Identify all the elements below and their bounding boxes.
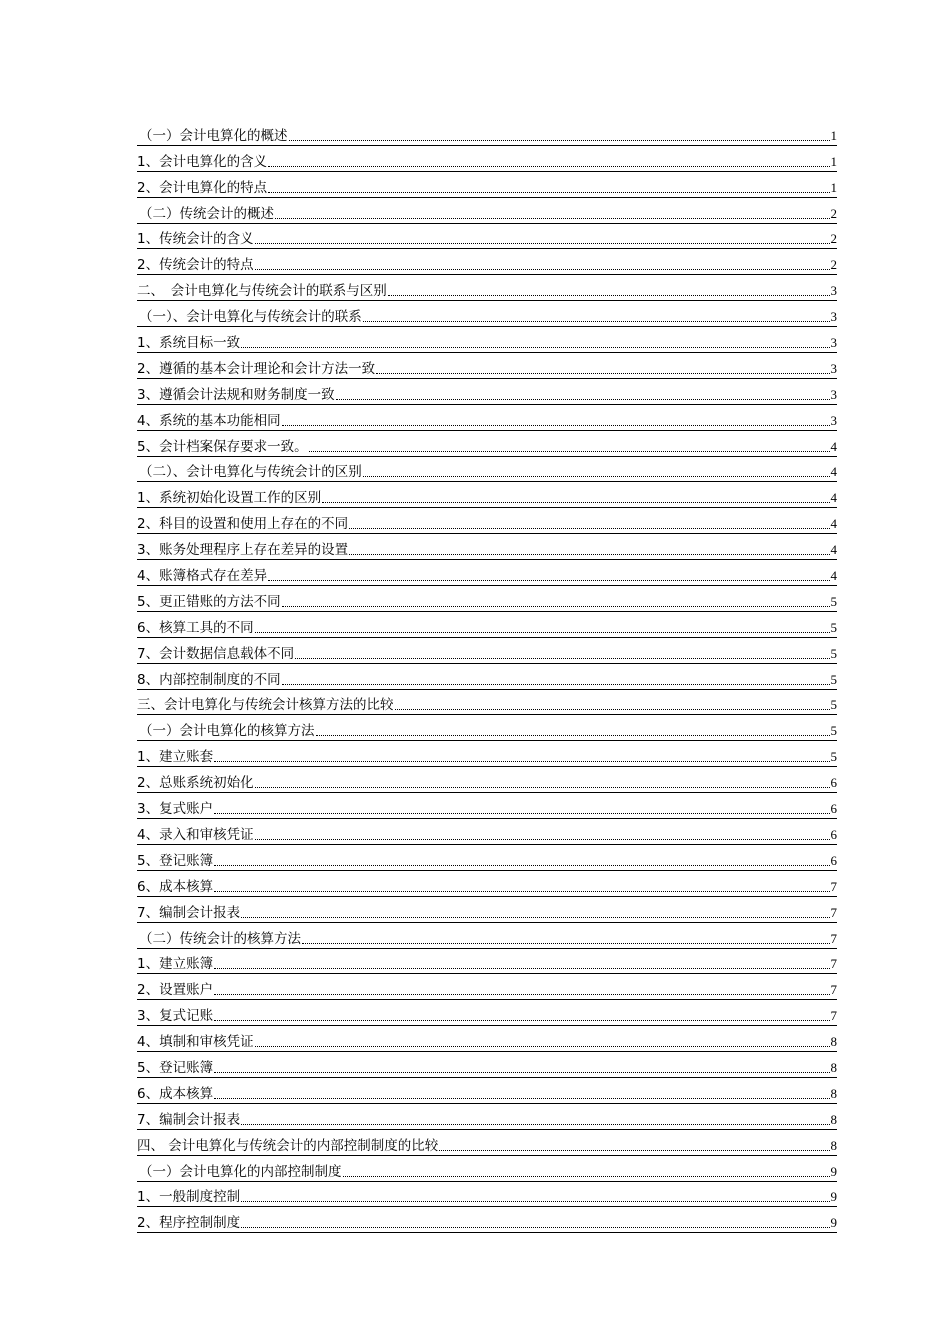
- toc-entry[interactable]: [137, 431, 837, 457]
- toc-entry-title: 1、一般制度控制: [137, 1189, 241, 1206]
- toc-leader-dots: [322, 502, 829, 503]
- toc-entry-title: 3、复式账户: [137, 801, 214, 818]
- toc-entry[interactable]: [137, 172, 837, 198]
- toc-entry-title: 4、填制和审核凭证: [137, 1034, 254, 1051]
- toc-entry-page-number: 1: [830, 179, 837, 195]
- toc-leader-dots: [363, 321, 830, 322]
- toc-entry-title: 7、编制会计报表: [137, 1111, 241, 1128]
- toc-entry-page-number: 2: [830, 257, 837, 273]
- toc-entry[interactable]: [137, 612, 837, 638]
- toc-entry-page-number: 4: [830, 568, 837, 584]
- toc-entry-page-number: 5: [830, 671, 837, 687]
- toc-leader-dots: [282, 425, 830, 426]
- toc-entry-title: 2、总账系统初始化: [137, 775, 254, 792]
- toc-leader-dots: [268, 192, 829, 193]
- toc-entry[interactable]: [137, 1104, 837, 1130]
- toc-entry-title: 1、会计电算化的含义: [137, 153, 268, 170]
- toc-entry-page-number: 3: [830, 360, 837, 376]
- toc-entry-page-number: 4: [830, 490, 837, 506]
- toc-leader-dots: [241, 347, 829, 348]
- toc-entry[interactable]: [137, 301, 837, 327]
- toc-entry-title: 2、程序控制制度: [137, 1215, 241, 1232]
- toc-entry-title: 7、会计数据信息载体不同: [137, 645, 295, 662]
- toc-entry-title: 1、传统会计的含义: [137, 231, 254, 248]
- toc-entry-title: 3、账务处理程序上存在差异的设置: [137, 542, 349, 559]
- toc-entry-page-number: 5: [830, 619, 837, 635]
- toc-entry-title: 5、会计档案保存要求一致。: [137, 438, 308, 455]
- toc-leader-dots: [295, 658, 829, 659]
- toc-entry-page-number: 7: [830, 1008, 837, 1024]
- toc-entry[interactable]: [137, 897, 837, 923]
- toc-entry-page-number: 1: [830, 153, 837, 169]
- toc-entry-page-number: 1: [830, 127, 837, 143]
- toc-entry-page-number: 8: [830, 1111, 837, 1127]
- toc-entry[interactable]: [137, 664, 837, 690]
- toc-entry-title: （二）传统会计的概述: [139, 205, 274, 222]
- toc-leader-dots: [275, 218, 830, 219]
- toc-leader-dots: [214, 891, 829, 892]
- toc-entry-title: 4、账簿格式存在差异: [137, 568, 268, 585]
- toc-entry-page-number: 7: [830, 878, 837, 894]
- toc-leader-dots: [343, 1176, 830, 1177]
- toc-entry-page-number: 5: [830, 645, 837, 661]
- toc-entry[interactable]: [137, 1026, 837, 1052]
- toc-leader-dots: [268, 166, 829, 167]
- toc-entry-page-number: 7: [830, 982, 837, 998]
- toc-entry-page-number: 9: [830, 1189, 837, 1205]
- toc-entry[interactable]: [137, 793, 837, 819]
- toc-entry-page-number: 5: [830, 749, 837, 765]
- toc-entry-title: 4、录入和审核凭证: [137, 826, 254, 843]
- toc-entry-page-number: 6: [830, 801, 837, 817]
- toc-leader-dots: [316, 735, 830, 736]
- toc-entry-title: 5、登记账簿: [137, 852, 214, 869]
- toc-entry[interactable]: [137, 120, 837, 146]
- toc-entry[interactable]: [137, 1207, 837, 1233]
- toc-entry-page-number: 3: [830, 386, 837, 402]
- toc-entry[interactable]: [137, 741, 837, 767]
- toc-leader-dots: [214, 1098, 829, 1099]
- toc-entry-title: 三、会计电算化与传统会计核算方法的比较: [137, 697, 394, 714]
- toc-entry-title: 6、成本核算: [137, 1085, 214, 1102]
- toc-leader-dots: [214, 761, 829, 762]
- toc-leader-dots: [241, 1227, 829, 1228]
- toc-entry-title: 1、系统目标一致: [137, 335, 241, 352]
- toc-leader-dots: [395, 709, 830, 710]
- toc-leader-dots: [255, 243, 830, 244]
- toc-entry-page-number: 8: [830, 1059, 837, 1075]
- toc-leader-dots: [241, 1124, 829, 1125]
- toc-entry-title: 7、编制会计报表: [137, 904, 241, 921]
- toc-entry-page-number: 2: [830, 231, 837, 247]
- toc-leader-dots: [349, 528, 829, 529]
- toc-entry-page-number: 6: [830, 852, 837, 868]
- toc-entry-page-number: 5: [830, 723, 837, 739]
- toc-entry[interactable]: [137, 690, 837, 716]
- toc-entry[interactable]: [137, 1130, 837, 1156]
- toc-entry-page-number: 3: [830, 412, 837, 428]
- toc-entry[interactable]: [137, 353, 837, 379]
- toc-entry-title: 2、会计电算化的特点: [137, 179, 268, 196]
- toc-leader-dots: [336, 399, 830, 400]
- toc-leader-dots: [214, 994, 829, 995]
- toc-entry-title: 6、成本核算: [137, 878, 214, 895]
- toc-entry-title: （一）、会计电算化与传统会计的联系: [139, 309, 362, 326]
- toc-entry[interactable]: [137, 198, 837, 224]
- toc-leader-dots: [214, 1072, 829, 1073]
- toc-entry-page-number: 3: [830, 335, 837, 351]
- toc-leader-dots: [282, 606, 830, 607]
- toc-entry[interactable]: [137, 327, 837, 353]
- toc-entry-page-number: 4: [830, 542, 837, 558]
- toc-leader-dots: [214, 813, 829, 814]
- toc-entry[interactable]: [137, 379, 837, 405]
- toc-leader-dots: [282, 684, 830, 685]
- toc-leader-dots: [302, 943, 830, 944]
- toc-leader-dots: [309, 451, 830, 452]
- toc-entry-title: 二、 会计电算化与传统会计的联系与区别: [137, 283, 387, 300]
- toc-leader-dots: [349, 554, 829, 555]
- toc-leader-dots: [268, 580, 829, 581]
- toc-entry[interactable]: [137, 819, 837, 845]
- toc-entry-title: 2、设置账户: [137, 982, 214, 999]
- toc-leader-dots: [439, 1150, 829, 1151]
- toc-entry-page-number: 8: [830, 1085, 837, 1101]
- toc-entry[interactable]: [137, 146, 837, 172]
- toc-leader-dots: [255, 839, 830, 840]
- toc-entry-page-number: 8: [830, 1034, 837, 1050]
- toc-leader-dots: [214, 1020, 829, 1021]
- toc-leader-dots: [255, 269, 830, 270]
- toc-leader-dots: [255, 632, 830, 633]
- toc-entry-title: （一）会计电算化的概述: [139, 127, 288, 144]
- toc-entry-page-number: 8: [830, 1137, 837, 1153]
- table-of-contents: [137, 120, 837, 1233]
- toc-entry-page-number: 7: [830, 956, 837, 972]
- toc-entry[interactable]: [137, 482, 837, 508]
- toc-entry-page-number: 5: [830, 593, 837, 609]
- toc-leader-dots: [214, 865, 829, 866]
- toc-entry-title: 1、建立账簿: [137, 956, 214, 973]
- toc-entry-title: 3、遵循会计法规和财务制度一致: [137, 386, 335, 403]
- toc-entry[interactable]: [137, 457, 837, 483]
- toc-entry[interactable]: [137, 586, 837, 612]
- toc-entry[interactable]: [137, 923, 837, 949]
- toc-entry[interactable]: [137, 767, 837, 793]
- toc-entry-title: 8、内部控制制度的不同: [137, 671, 281, 688]
- toc-entry-title: 6、核算工具的不同: [137, 619, 254, 636]
- toc-leader-dots: [363, 476, 830, 477]
- toc-entry-page-number: 2: [830, 205, 837, 221]
- toc-entry-page-number: 7: [830, 930, 837, 946]
- toc-entry-page-number: 4: [830, 438, 837, 454]
- toc-entry[interactable]: [137, 1078, 837, 1104]
- toc-entry[interactable]: [137, 534, 837, 560]
- toc-entry-title: 1、系统初始化设置工作的区别: [137, 490, 322, 507]
- toc-entry-title: 4、系统的基本功能相同: [137, 412, 281, 429]
- toc-entry-title: （一）会计电算化的内部控制制度: [139, 1163, 342, 1180]
- toc-entry[interactable]: [137, 974, 837, 1000]
- toc-entry-page-number: 4: [830, 464, 837, 480]
- toc-entry[interactable]: [137, 405, 837, 431]
- toc-leader-dots: [255, 787, 830, 788]
- toc-entry[interactable]: [137, 1000, 837, 1026]
- toc-leader-dots: [388, 295, 830, 296]
- toc-entry[interactable]: [137, 871, 837, 897]
- toc-entry[interactable]: [137, 560, 837, 586]
- toc-entry[interactable]: [137, 1182, 837, 1208]
- toc-entry[interactable]: [137, 1052, 837, 1078]
- toc-entry-page-number: 5: [830, 697, 837, 713]
- toc-leader-dots: [255, 1046, 830, 1047]
- toc-entry[interactable]: [137, 275, 837, 301]
- toc-entry-title: 2、遵循的基本会计理论和会计方法一致: [137, 360, 376, 377]
- toc-entry-title: 2、传统会计的特点: [137, 257, 254, 274]
- toc-entry-page-number: 6: [830, 826, 837, 842]
- toc-entry-page-number: 9: [830, 1163, 837, 1179]
- toc-entry[interactable]: [137, 949, 837, 975]
- toc-entry-title: 四、 会计电算化与传统会计的内部控制制度的比较: [137, 1137, 439, 1154]
- toc-entry-title: 5、更正错账的方法不同: [137, 593, 281, 610]
- toc-entry-title: 3、复式记账: [137, 1008, 214, 1025]
- toc-entry[interactable]: [137, 249, 837, 275]
- toc-leader-dots: [289, 140, 830, 141]
- toc-entry[interactable]: [137, 715, 837, 741]
- toc-entry-page-number: 7: [830, 904, 837, 920]
- toc-leader-dots: [241, 917, 829, 918]
- toc-leader-dots: [376, 373, 829, 374]
- toc-leader-dots: [214, 968, 829, 969]
- toc-entry-title: 1、建立账套: [137, 749, 214, 766]
- toc-entry-page-number: 3: [830, 283, 837, 299]
- toc-entry-page-number: 3: [830, 309, 837, 325]
- toc-entry-page-number: 4: [830, 516, 837, 532]
- toc-entry-title: （二）传统会计的核算方法: [139, 930, 301, 947]
- toc-entry[interactable]: [137, 224, 837, 250]
- toc-entry-page-number: 9: [830, 1215, 837, 1231]
- toc-leader-dots: [241, 1201, 829, 1202]
- toc-entry-title: 5、登记账簿: [137, 1059, 214, 1076]
- toc-entry-title: （二）、会计电算化与传统会计的区别: [139, 464, 362, 481]
- toc-entry-page-number: 6: [830, 775, 837, 791]
- toc-entry[interactable]: [137, 1156, 837, 1182]
- toc-entry-title: （一）会计电算化的核算方法: [139, 723, 315, 740]
- toc-entry[interactable]: [137, 845, 837, 871]
- toc-entry[interactable]: [137, 638, 837, 664]
- toc-entry[interactable]: [137, 508, 837, 534]
- toc-entry-title: 2、科目的设置和使用上存在的不同: [137, 516, 349, 533]
